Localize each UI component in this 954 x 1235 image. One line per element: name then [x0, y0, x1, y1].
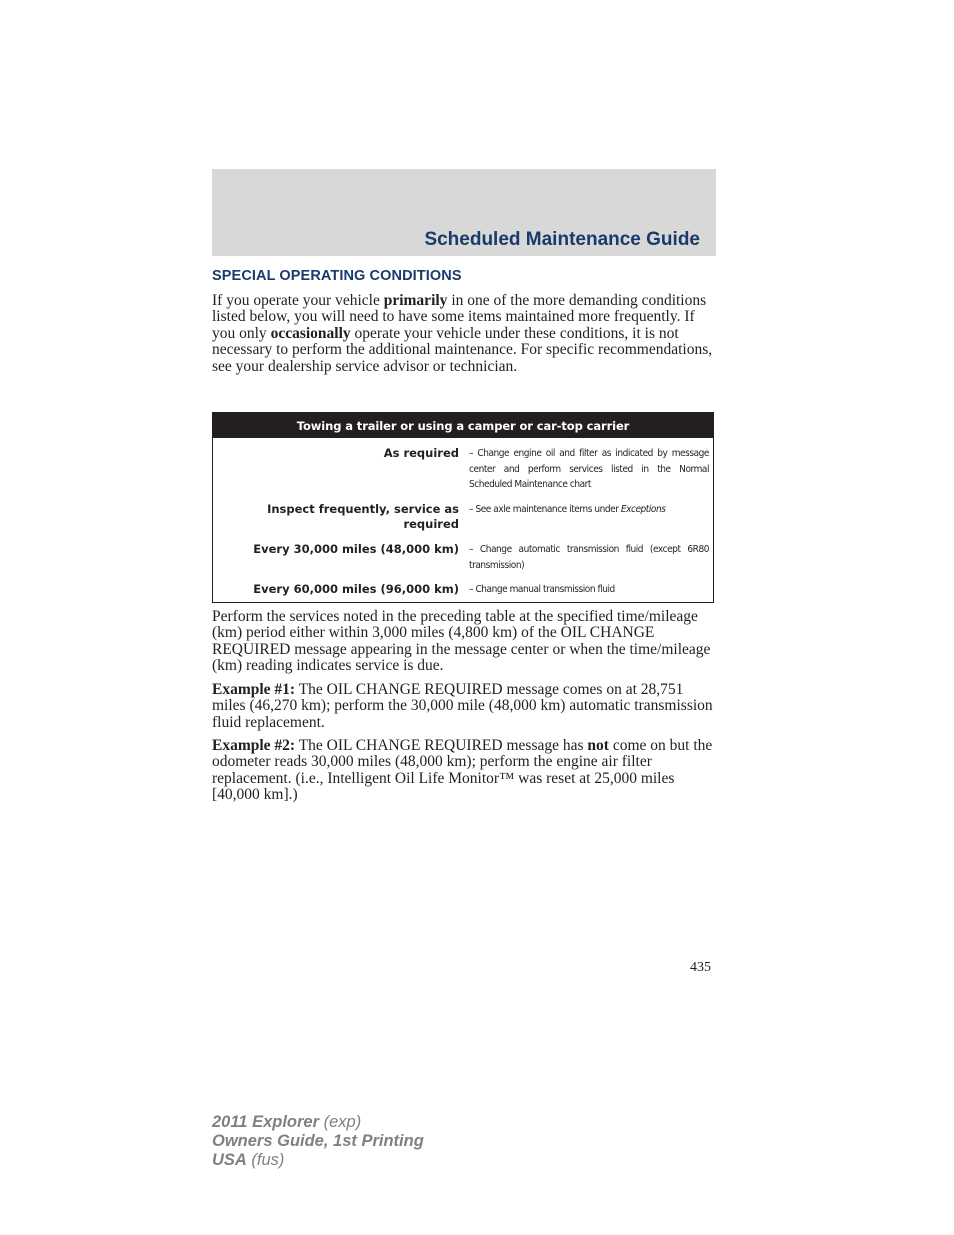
example-2-text-2: come on but the odometer reads 30,000 miles (48,000 km); perform the engine air filter replacement. (i.e., Intelligent Oil Life Monitor™ was reset at 25,000 miles [40,000 km].)	[212, 737, 713, 804]
header-band	[212, 169, 716, 256]
table-interval: Inspect frequently, service as required	[267, 502, 459, 531]
intro-bold-primarily: primarily	[383, 292, 448, 309]
footer-market-code: (fus)	[246, 1151, 285, 1169]
table-interval: Every 30,000 miles (48,000 km)	[253, 542, 459, 556]
footer-model-code: (exp)	[319, 1113, 362, 1131]
footer-market: USA	[212, 1151, 247, 1169]
section-heading: SPECIAL OPERATING CONDITIONS	[212, 268, 462, 284]
table-action	[469, 502, 709, 518]
table-action-text: – See axle maintenance items under	[469, 504, 621, 515]
intro-text-2: in one of the more demanding conditions listed below, you will need to have some items maintained more frequently. If you only	[212, 292, 707, 342]
table-action-italic: Exceptions	[620, 504, 666, 515]
footer-model: 2011 Explorer	[212, 1113, 320, 1131]
table-action: – Change automatic transmission fluid (except 6R80 transmission)	[469, 544, 709, 571]
example-1-text: The OIL CHANGE REQUIRED message comes on at 28,751 miles (46,270 km); perform the 30,000 mile (48,000 km) automatic transmission fluid replacement.	[212, 681, 713, 731]
page-header-title: Scheduled Maintenance Guide	[424, 229, 700, 250]
intro-text-1: If you operate your vehicle	[212, 292, 384, 309]
example-2-text-1: The OIL CHANGE REQUIRED message has	[295, 737, 588, 754]
example-2-label: Example #2:	[212, 737, 296, 754]
after-table-paragraph: Perform the services noted in the preceding table at the specified time/mileage (km) period either within 3,000 miles (4,800 km) of the OIL CHANGE REQUIRED message appearing in the message center or when the time/mileage (km) reading indicates service is due.	[212, 608, 711, 675]
table-action: – Change manual transmission fluid	[469, 584, 615, 595]
footer-line-3	[212, 1151, 424, 1170]
example-2-bold-not: not	[587, 737, 609, 754]
table-interval: Every 60,000 miles (96,000 km)	[253, 582, 459, 596]
footer	[212, 1113, 424, 1170]
example-2-paragraph	[212, 738, 718, 804]
table-header: Towing a trailer or using a camper or car-top carrier	[213, 413, 713, 438]
table-interval: As required	[383, 446, 459, 460]
footer-line-1	[212, 1113, 424, 1132]
page-number: 435	[690, 960, 711, 975]
example-1-label: Example #1:	[212, 681, 296, 698]
example-1-paragraph	[212, 682, 718, 731]
maintenance-table	[212, 412, 714, 603]
intro-text-3: operate your vehicle under these conditions, it is not necessary to perform the additional maintenance. For specific recommendations, see your dealership service advisor or technician.	[212, 324, 713, 375]
footer-printing: Owners Guide, 1st Printing	[212, 1132, 424, 1150]
table-action: – Change engine oil and filter as indicated by message center and perform services listed in the Normal Scheduled Maintenance chart	[469, 448, 709, 490]
intro-paragraph	[212, 293, 718, 375]
intro-bold-occasionally: occasionally	[270, 324, 351, 342]
footer-line-2	[212, 1132, 424, 1151]
